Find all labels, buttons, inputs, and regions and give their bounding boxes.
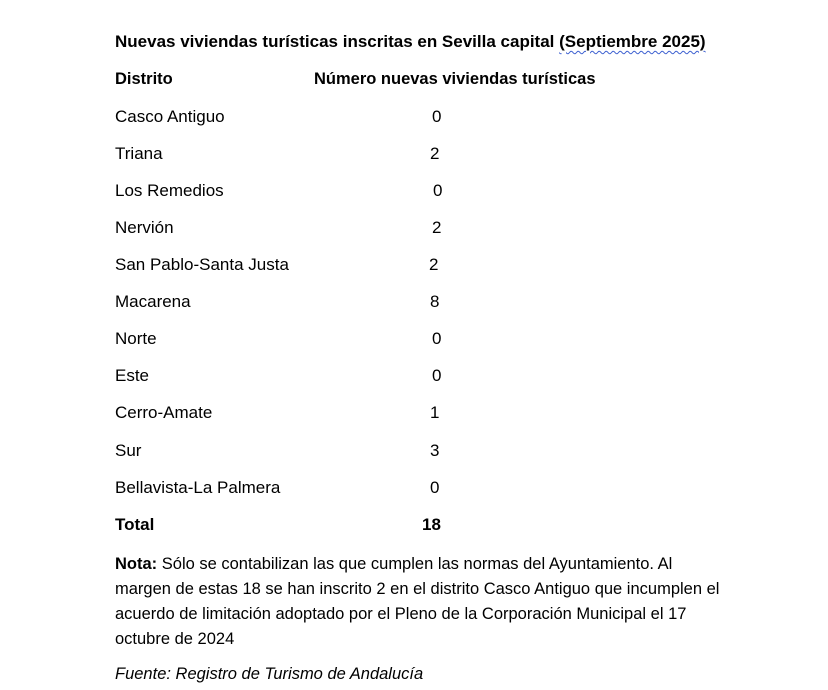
district-name: Este — [115, 366, 150, 385]
district-name: Triana — [115, 144, 163, 163]
district-value: 2 — [432, 218, 442, 237]
district-value: 2 — [429, 255, 439, 274]
table-row — [0, 403, 828, 427]
total-value: 18 — [422, 515, 441, 534]
district-value: 0 — [432, 329, 442, 348]
table-row — [0, 218, 828, 242]
district-name: Nervión — [115, 218, 174, 237]
table-row — [0, 107, 828, 131]
district-name: Cerro-Amate — [115, 403, 213, 422]
table-row — [0, 478, 828, 502]
district-value: 8 — [430, 292, 440, 311]
table-row — [0, 292, 828, 316]
table-row — [0, 181, 828, 205]
note-text: Sólo se contabilizan las que cumplen las normas del Ayuntamiento. Al margen de estas 18 se han inscrito 2 en el distrito Casco Antiguo que incumplen el acuerdo de limitación adoptado por el Pleno de la Corporación Municipal el 17 octubre de 2024 — [115, 555, 720, 648]
document-title — [115, 32, 706, 52]
district-name: Casco Antiguo — [115, 107, 225, 126]
district-name: Norte — [115, 329, 157, 348]
district-value: 0 — [432, 366, 442, 385]
table-row — [0, 329, 828, 353]
district-name: Sur — [115, 441, 142, 460]
note-paragraph — [115, 552, 725, 652]
column-header-number: Número nuevas viviendas turísticas — [314, 70, 596, 88]
title-main: Nuevas viviendas turísticas inscritas en Sevilla capital — [115, 32, 560, 51]
district-value: 0 — [433, 181, 443, 200]
district-value: 0 — [430, 478, 440, 497]
title-period: (Septiembre 2025) — [559, 32, 706, 51]
district-name: Los Remedios — [115, 181, 224, 200]
total-label: Total — [115, 515, 155, 534]
table-row — [0, 255, 828, 279]
table-row — [0, 441, 828, 465]
column-header-district: Distrito — [115, 70, 173, 88]
district-value: 1 — [430, 403, 440, 422]
district-value: 0 — [432, 107, 442, 126]
table-row — [0, 366, 828, 390]
note-label: Nota: — [115, 555, 158, 573]
district-name: San Pablo-Santa Justa — [115, 255, 289, 274]
district-name: Macarena — [115, 292, 191, 311]
total-row — [0, 515, 828, 539]
table-row — [0, 144, 828, 168]
district-value: 3 — [430, 441, 440, 460]
district-value: 2 — [430, 144, 440, 163]
district-name: Bellavista-La Palmera — [115, 478, 281, 497]
source-line: Fuente: Registro de Turismo de Andalucía — [115, 665, 424, 683]
